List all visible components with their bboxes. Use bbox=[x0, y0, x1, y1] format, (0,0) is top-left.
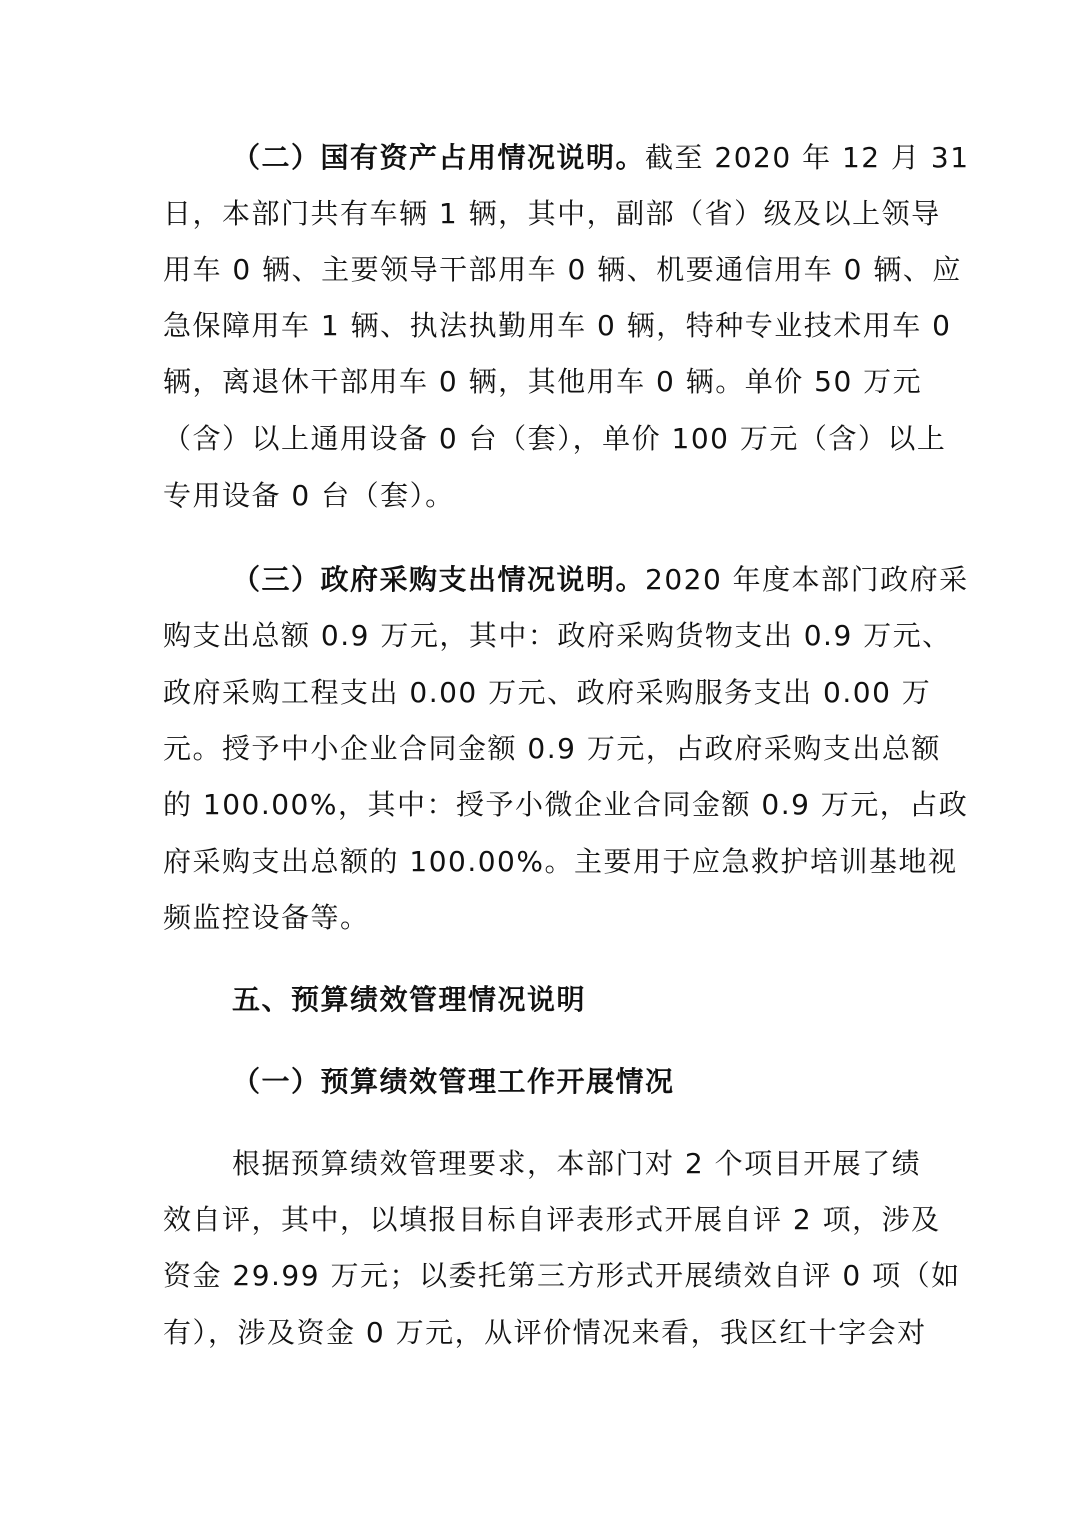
procurement-paragraph-line-1 bbox=[232, 560, 969, 600]
assets-paragraph-line-6: （含）以上通用设备 0 台（套），单价 100 万元（含）以上 bbox=[163, 422, 947, 455]
assets-paragraph-line-2: 日，本部门共有车辆 1 辆，其中，副部（省）级及以上领导 bbox=[163, 197, 941, 230]
procurement-paragraph-line-5: 的 100.00%，其中：授予小微企业合同金额 0.9 万元，占政 bbox=[163, 788, 969, 821]
assets-paragraph-line-5: 辆，离退休干部用车 0 辆，其他用车 0 辆。单价 50 万元 bbox=[163, 365, 923, 398]
assets-paragraph-line-3: 用车 0 辆、主要领导干部用车 0 辆、机要通信用车 0 辆、应 bbox=[163, 253, 962, 286]
procurement-paragraph-line-7: 频监控设备等。 bbox=[163, 901, 370, 934]
performance-section-heading: 五、预算绩效管理情况说明 bbox=[232, 983, 587, 1016]
performance-subheading: （一）预算绩效管理工作开展情况 bbox=[232, 1065, 675, 1098]
procurement-paragraph-line-4: 元。授予中小企业合同金额 0.9 万元，占政府采购支出总额 bbox=[163, 732, 941, 765]
assets-paragraph-line-7: 专用设备 0 台（套）。 bbox=[163, 479, 455, 512]
procurement-paragraph-line-3: 政府采购工程支出 0.00 万元、政府采购服务支出 0.00 万 bbox=[163, 676, 932, 709]
performance-paragraph-line-2: 效自评，其中，以填报目标自评表形式开展自评 2 项，涉及 bbox=[163, 1203, 941, 1236]
assets-heading: （二）国有资产占用情况说明。 bbox=[232, 141, 646, 174]
procurement-paragraph-line-2: 购支出总额 0.9 万元，其中：政府采购货物支出 0.9 万元、 bbox=[163, 619, 952, 652]
performance-paragraph-line-4: 有），涉及资金 0 万元，从评价情况来看，我区红十字会对 bbox=[163, 1316, 927, 1349]
assets-text: 截至 2020 年 12 月 31 bbox=[645, 141, 970, 174]
assets-paragraph-line-4: 急保障用车 1 辆、执法执勤用车 0 辆，特种专业技术用车 0 bbox=[163, 309, 952, 342]
procurement-heading: （三）政府采购支出情况说明。 bbox=[232, 563, 646, 596]
performance-paragraph-line-1: 根据预算绩效管理要求，本部门对 2 个项目开展了绩 bbox=[232, 1147, 922, 1180]
assets-paragraph-line-1 bbox=[232, 138, 970, 178]
performance-paragraph-line-3: 资金 29.99 万元；以委托第三方形式开展绩效自评 0 项（如 bbox=[163, 1259, 961, 1292]
procurement-paragraph-line-6: 府采购支出总额的 100.00%。主要用于应急救护培训基地视 bbox=[163, 845, 958, 878]
procurement-text: 2020 年度本部门政府采 bbox=[645, 563, 969, 596]
